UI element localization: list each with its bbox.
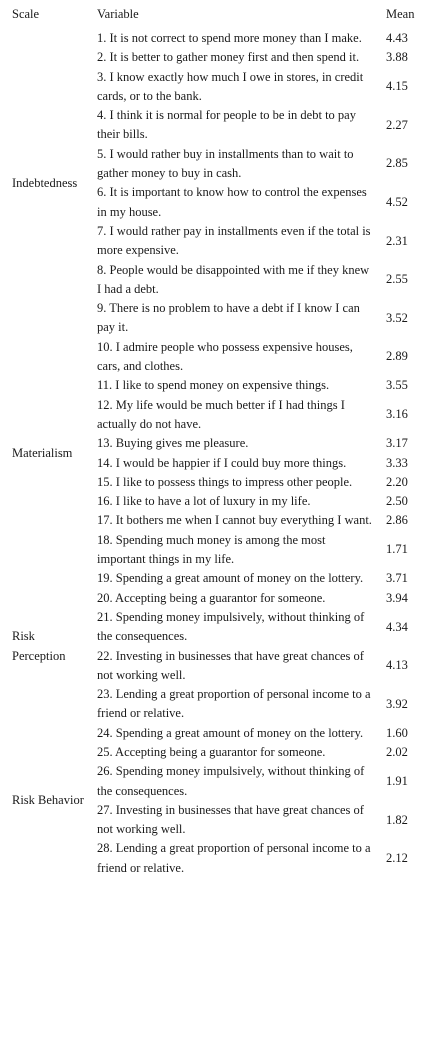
variable-text: 2. It is better to gather money first and then spend it. [97, 50, 360, 65]
variable-text: 17. It bothers me when I cannot buy everything I want. [97, 513, 372, 528]
variable-text: 6. It is important to know how to control the expenses in my house. [97, 185, 367, 219]
variable-text: 10. I admire people who possess expensive houses, cars, and clothes. [97, 339, 353, 374]
mean-value: 2.55 [386, 272, 408, 287]
table-row [0, 569, 433, 588]
mean-value: 2.20 [386, 474, 408, 489]
mean-value: 3.33 [386, 455, 408, 470]
mean-value: 4.15 [386, 79, 408, 94]
variable-text: 18. Spending much money is among the most important things in my life. [97, 532, 326, 567]
variable-text: 3. I know exactly how much I owe in stores, in credit cards, or to the bank. [97, 69, 364, 103]
variable-text: 16. I like to have a lot of luxury in my life. [97, 494, 311, 509]
variable-text: 9. There is no problem to have a debt if I know I can pay it. [97, 301, 360, 335]
mean-value: 2.02 [386, 744, 408, 759]
mean-value: 2.86 [386, 513, 408, 528]
variable-text: 4. I think it is normal for people to be in debt to pay their bills. [97, 108, 356, 142]
table-row [0, 29, 433, 48]
header-variable: Variable [97, 7, 139, 21]
mean-value: 2.31 [386, 233, 408, 248]
mean-value: 3.17 [386, 436, 408, 451]
mean-value: 4.43 [386, 31, 408, 45]
variable-text: 11. I like to spend money on expensive things. [97, 378, 330, 393]
mean-value: 2.12 [386, 851, 408, 866]
variable-text: 28. Lending a great proportion of personal income to a friend or relative. [97, 841, 371, 875]
variable-text: 1. It is not correct to spend more money than I make. [97, 31, 362, 45]
mean-value: 3.52 [386, 310, 408, 325]
mean-value: 3.16 [386, 407, 408, 422]
table-row [0, 338, 433, 377]
variable-text: 24. Spending a great amount of money on the lottery. [97, 725, 364, 740]
variable-text: 27. Investing in businesses that have great chances of not working well. [97, 802, 364, 837]
scale-label: Materialism [12, 445, 73, 460]
mean-value: 1.82 [386, 812, 408, 827]
variable-text: 21. Spending money impulsively, without thinking of the consequences. [97, 609, 365, 644]
table-body [0, 29, 433, 878]
mean-value: 2.85 [386, 156, 408, 171]
mean-value: 1.71 [386, 542, 408, 557]
variable-text: 14. I would be happier if I could buy more things. [97, 455, 347, 470]
mean-value: 2.27 [386, 117, 408, 132]
header-row [0, 5, 433, 29]
mean-value: 2.89 [386, 349, 408, 364]
variable-text: 8. People would be disappointed with me if they knew I had a debt. [97, 262, 370, 296]
mean-value: 3.88 [386, 50, 408, 65]
mean-value: 3.92 [386, 696, 408, 711]
scale-label: Indebtedness [12, 175, 78, 190]
variable-text: 15. I like to possess things to impress other people. [97, 474, 353, 489]
scale-label: Risk Behavior [12, 793, 84, 808]
variable-text: 23. Lending a great proportion of personal income to a friend or relative. [97, 687, 371, 721]
variable-text: 22. Investing in businesses that have great chances of not working well. [97, 648, 364, 682]
variable-text: 19. Spending a great amount of money on the lottery. [97, 571, 364, 586]
scale-label: Risk Perception [12, 629, 66, 663]
mean-value: 3.94 [386, 590, 408, 605]
mean-value: 3.55 [386, 378, 408, 393]
header-scale: Scale [12, 7, 40, 21]
mean-value: 4.52 [386, 195, 408, 210]
mean-value: 3.71 [386, 571, 408, 586]
mean-value: 1.60 [386, 725, 408, 740]
variable-text: 7. I would rather pay in installments even if the total is more expensive. [97, 223, 371, 258]
variable-text: 13. Buying gives me pleasure. [97, 436, 249, 451]
mean-value: 1.91 [386, 773, 408, 788]
variable-text: 26. Spending money impulsively, without thinking of the consequences. [97, 764, 365, 798]
table-header [0, 5, 433, 29]
variable-text: 5. I would rather buy in installments than to wait to gather money to buy in cash. [97, 146, 354, 181]
mean-value: 4.13 [386, 658, 408, 673]
scales-table [0, 5, 433, 878]
header-mean: Mean [386, 7, 415, 21]
variable-text: 20. Accepting being a guarantor for someone. [97, 590, 326, 605]
mean-value: 4.34 [386, 619, 408, 634]
variable-text: 12. My life would be much better if I had things I actually do not have. [97, 397, 345, 431]
variable-text: 25. Accepting being a guarantor for someone. [97, 744, 326, 759]
table-row [0, 724, 433, 743]
mean-value: 2.50 [386, 494, 408, 509]
